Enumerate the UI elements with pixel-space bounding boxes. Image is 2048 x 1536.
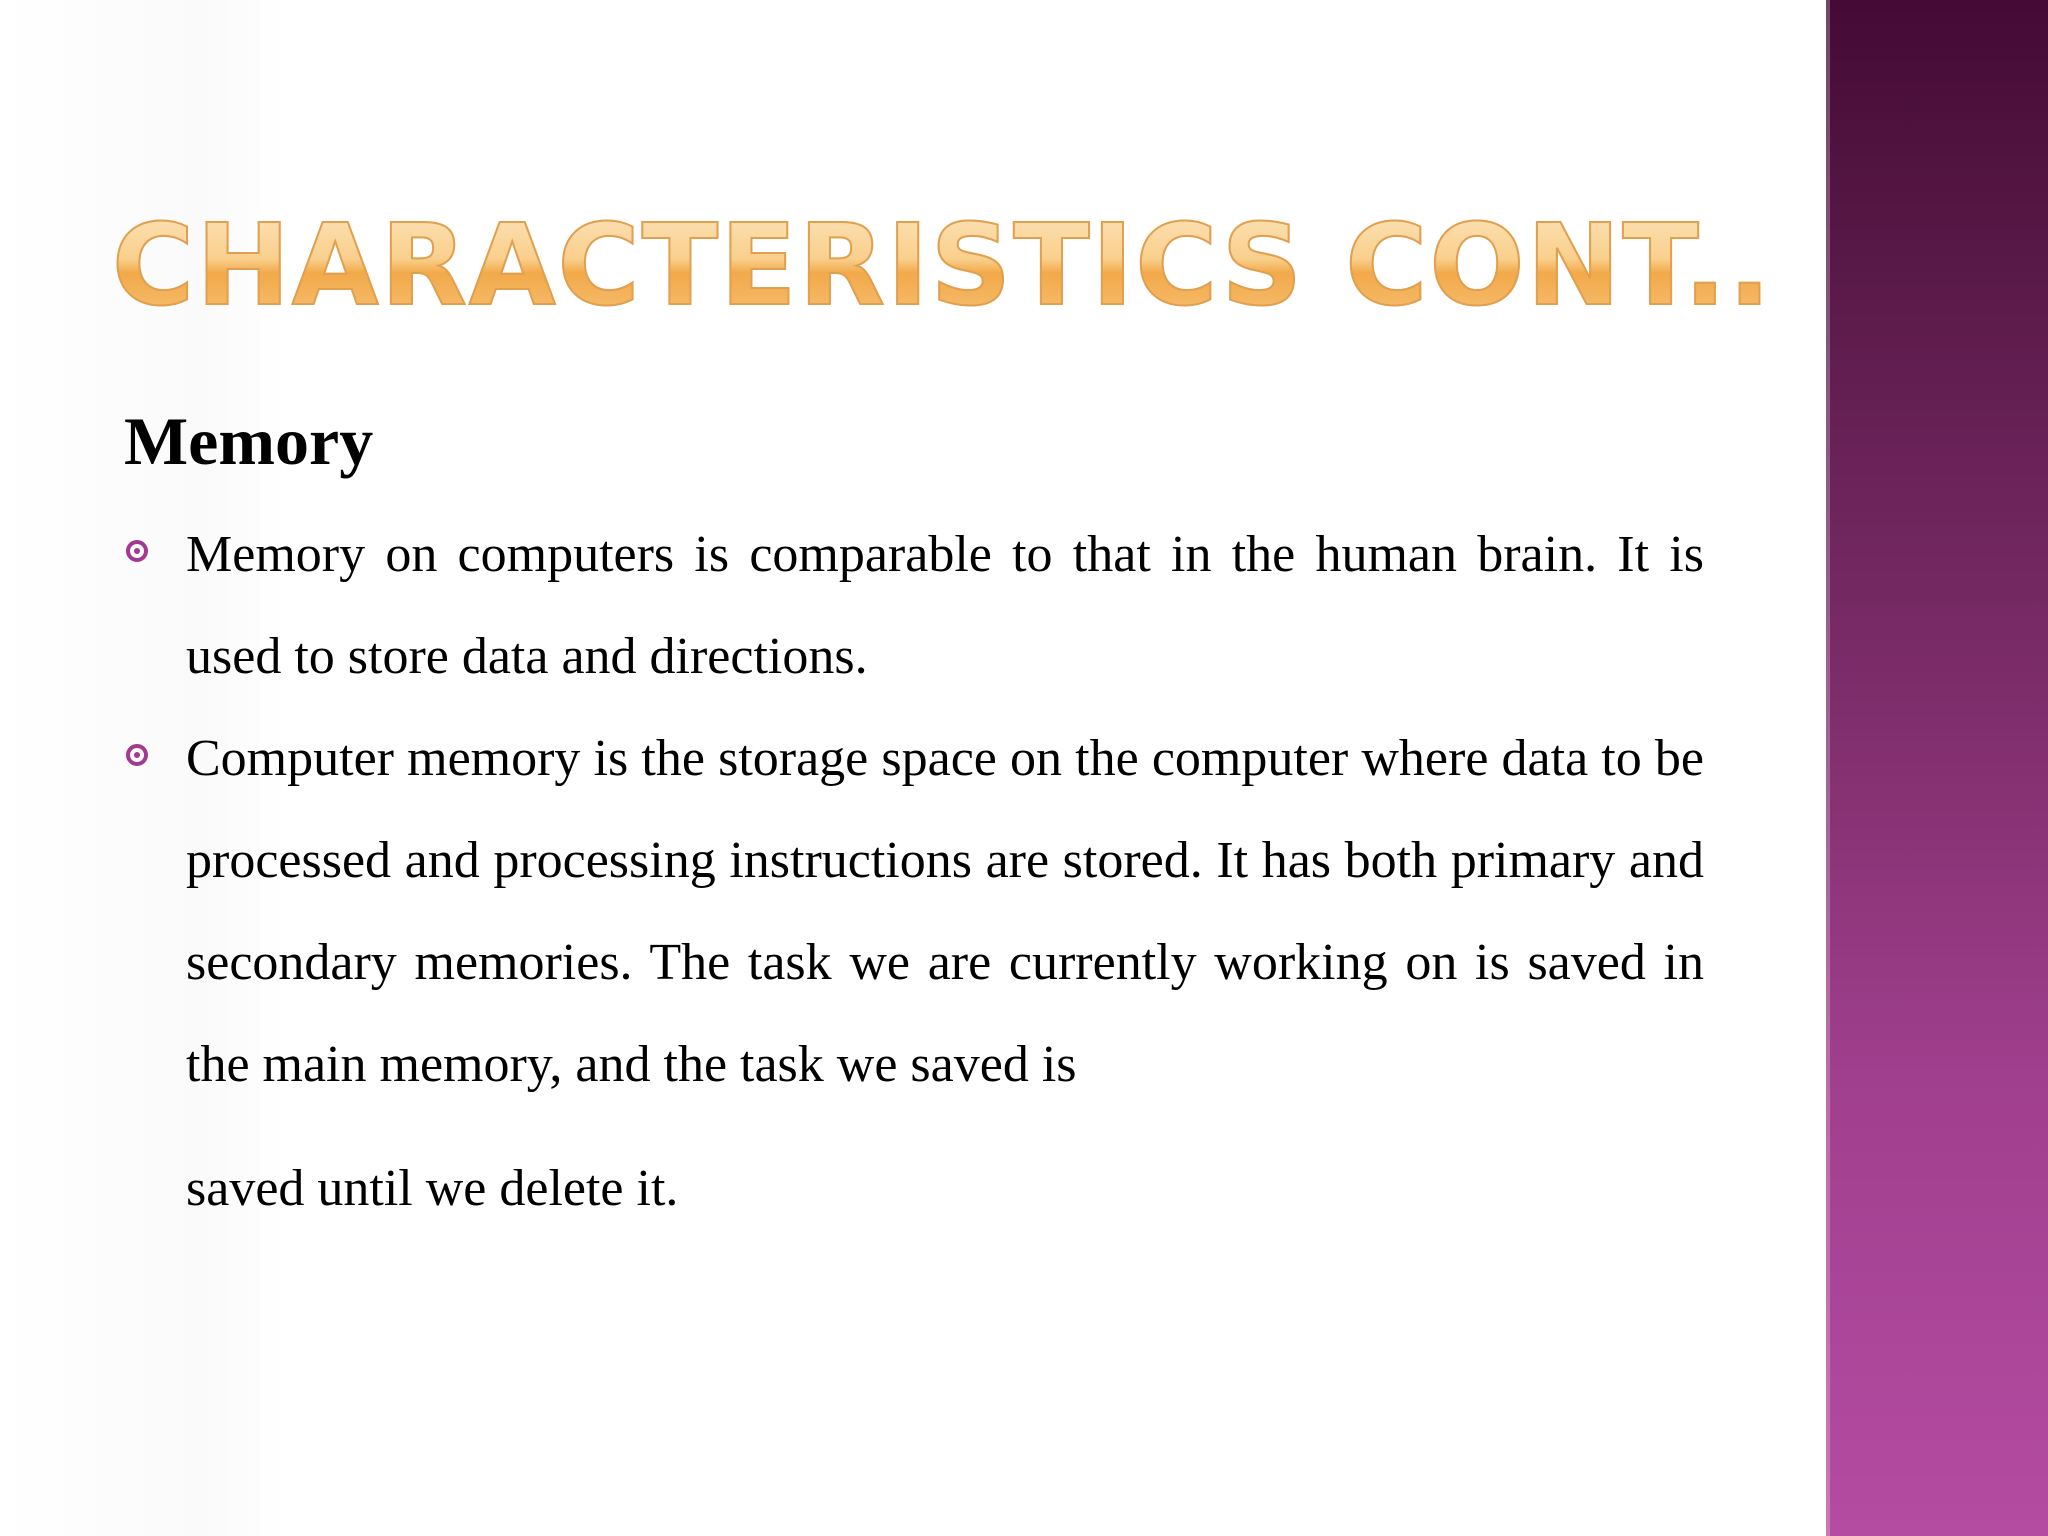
- side-decoration-bar: [1826, 0, 2048, 1536]
- bullet-list: [124, 504, 1704, 1240]
- bullet-text: [186, 708, 1704, 1240]
- slide-title: CHARACTERISTICS CONT..: [112, 196, 1773, 336]
- bullet-text: Memory on computers is comparable to that in the human brain. It is used to store data and directions.: [186, 526, 1704, 685]
- circle-bullet-icon: [126, 744, 148, 766]
- bullet-text-last-line: saved until we delete it.: [186, 1160, 679, 1217]
- bullet-text-body: Computer memory is the storage space on the computer where data to be processed and processing instructions are stored. It has both primary and secondary memories. The task we are currently working on is saved in the main memory, and the task we saved is: [186, 730, 1704, 1093]
- slide-subtitle: Memory: [124, 403, 374, 479]
- bullet-item: [124, 708, 1704, 1240]
- bullet-item: [124, 504, 1704, 708]
- circle-bullet-icon: [126, 540, 148, 562]
